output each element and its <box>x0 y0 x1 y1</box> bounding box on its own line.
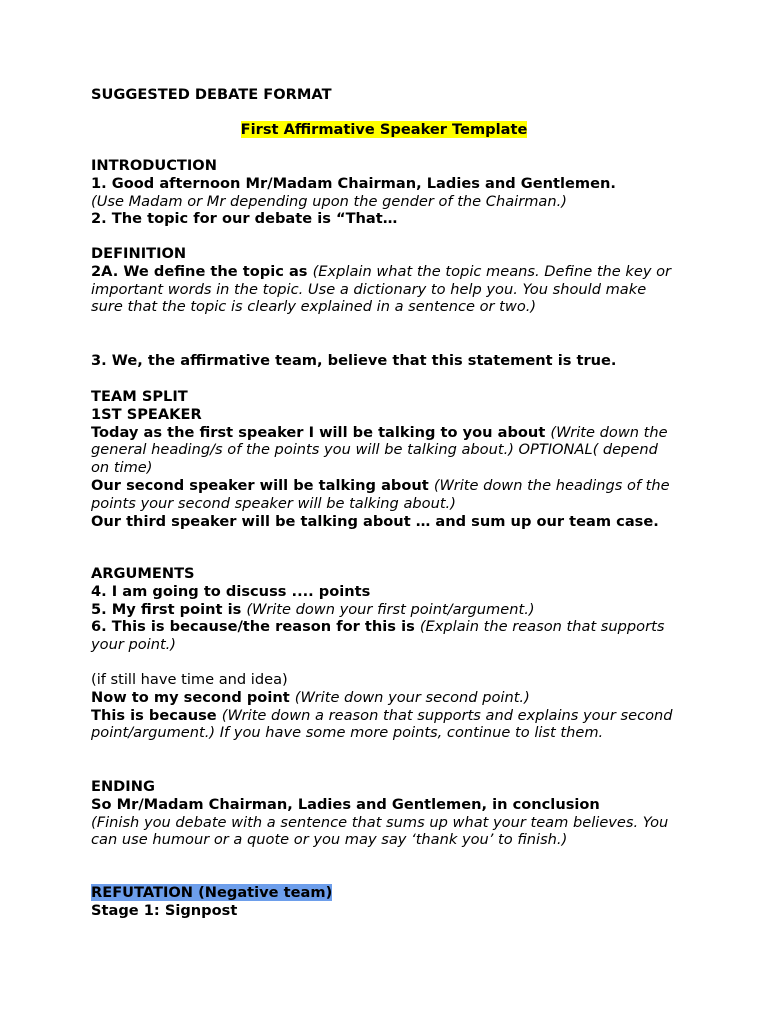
subtitle-line <box>91 121 677 139</box>
definition-note: (Explain what the topic means. Define the key or important words in the topic. Use a dictionary to help you. You should make sure that the topic is clearly explained in a sentence or two.) <box>91 262 672 316</box>
affirmative-belief: 3. We, the affirmative team, believe that this statement is true. <box>91 352 617 369</box>
because-note: (Write down a reason that supports and explains your second point/argument.) If you have some more points, continue to list them. <box>91 706 673 742</box>
first-speaker-paragraph <box>91 424 673 477</box>
ending-conclusion: So Mr/Madam Chairman, Ladies and Gentlemen, in conclusion <box>91 795 600 813</box>
second-speaker-lead: Our second speaker will be talking about <box>91 476 434 494</box>
optional-note: (if still have time and idea) <box>91 671 288 688</box>
team-split-section <box>91 388 673 530</box>
template-subtitle: First Affirmative Speaker Template <box>240 121 528 138</box>
introduction-greeting: 1. Good afternoon Mr/Madam Chairman, Ladies and Gentlemen. <box>91 174 616 192</box>
definition-heading: DEFINITION <box>91 245 187 262</box>
refutation-heading: REFUTATION (Negative team) <box>91 884 333 901</box>
third-speaker-paragraph: Our third speaker will be talking about … and sum up our team case. <box>91 512 659 530</box>
document-title: SUGGESTED DEBATE FORMAT <box>91 86 332 103</box>
introduction-topic: 2. The topic for our debate is “That… <box>91 210 398 228</box>
introduction-heading: INTRODUCTION <box>91 157 217 174</box>
introduction-section <box>91 157 691 228</box>
second-point-section <box>91 671 673 742</box>
second-point-lead: Now to my second point <box>91 688 295 706</box>
reason-note: (Explain the reason that supports your point.) <box>91 618 665 654</box>
second-speaker-note: (Write down the headings of the points your second speaker will be talking about.) <box>91 476 670 512</box>
definition-lead: 2A. We define the topic as <box>91 262 313 280</box>
second-speaker-paragraph <box>91 477 673 513</box>
introduction-greeting-note: (Use Madam or Mr depending upon the gender of the Chairman.) <box>91 192 567 210</box>
because-lead: This is because <box>91 706 222 724</box>
refutation-section <box>91 884 691 920</box>
ending-heading: ENDING <box>91 778 155 795</box>
arguments-heading: ARGUMENTS <box>91 565 195 582</box>
first-speaker-heading: 1ST SPEAKER <box>91 405 202 423</box>
first-speaker-lead: Today as the first speaker I will be talking to you about <box>91 423 551 441</box>
ending-section <box>91 778 673 849</box>
refutation-stage1: Stage 1: Signpost <box>91 901 238 919</box>
first-point-lead: 5. My first point is <box>91 600 247 618</box>
because-paragraph <box>91 707 673 743</box>
first-point-note: (Write down your first point/argument.) <box>246 600 535 618</box>
team-split-heading: TEAM SPLIT <box>91 388 188 405</box>
reason-paragraph <box>91 618 673 654</box>
definition-paragraph <box>91 263 673 316</box>
arguments-count: 4. I am going to discuss .... points <box>91 582 371 600</box>
first-speaker-note: (Write down the general heading/s of the points you will be talking about.) OPTIONAL( depend on time) <box>91 423 668 477</box>
ending-note: (Finish you debate with a sentence that sums up what your team believes. You can use humour or a quote or you may say ‘thank you’ to finish.) <box>91 813 669 849</box>
reason-lead: 6. This is because/the reason for this is <box>91 618 420 636</box>
second-point-paragraph <box>91 689 673 707</box>
first-point-paragraph <box>91 601 673 619</box>
arguments-section <box>91 565 673 654</box>
second-point-note: (Write down your second point.) <box>294 688 530 706</box>
definition-section <box>91 245 673 316</box>
